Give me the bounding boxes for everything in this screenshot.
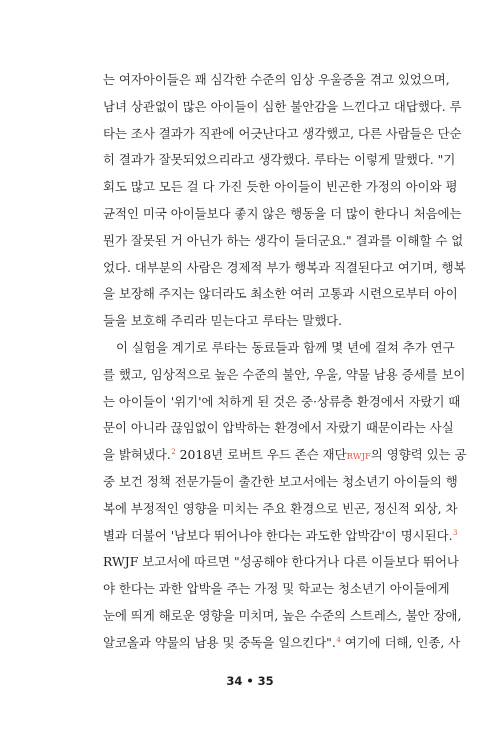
text-segment: 의 영향력 있는 공 [370,447,467,463]
body-text [103,67,467,657]
footnote-ref[interactable]: 2 [171,448,176,457]
text-line: 남녀 상관없이 많은 아이들이 심한 불안감을 느낀다고 대답했다. 루 [103,98,462,114]
text-line: 들을 보호해 주리라 믿는다고 루타는 말했다. [103,313,343,329]
text-segment: 2018년 로버트 우드 존슨 재단 [175,447,347,463]
text-line: 야 한다는 과한 압박을 주는 가정 및 학교는 청소년기 아이들에게 [103,581,450,597]
text-line: 이 실험을 계기로 루타는 동료들과 함께 몇 년에 걸쳐 추가 연구 [116,339,455,355]
text-line: RWJF 보고서에 따르면 "성공해야 한다거나 다른 이들보다 뛰어나 [103,554,459,570]
text-line: 회도 많고 모든 걸 다 가진 듯한 아이들이 빈곤한 가정의 아이와 평 [103,179,458,195]
text-line: 을 보장해 주지는 않더라도 최소한 여러 고통과 시련으로부터 아이 [103,286,458,302]
text-segment: 여기에 더해, 인종, 사 [340,634,461,650]
text-line: 는 여자아이들은 꽤 심각한 수준의 임상 우울증을 겪고 있었으며, [103,72,450,87]
text-line: 타는 조사 결과가 직관에 어긋난다고 생각했고, 다른 사람들은 단순 [103,125,462,141]
text-line [103,442,467,469]
text-segment: 알코올과 약물의 남용 및 중독을 일으킨다". [103,634,336,650]
abbreviation: RWJF [346,452,371,463]
text-line: 었다. 대부분의 사람은 경제적 부가 행복과 직결된다고 여기며, 행복 [103,259,466,275]
text-line: 균적인 미국 아이들보다 좋지 않은 행동을 더 많이 한다니 처음에는 [103,205,462,221]
footnote-ref[interactable]: 4 [336,635,341,644]
text-line: 는 아이들이 '위기'에 처하게 된 것은 중·상류층 환경에서 자랐기 때 [103,393,461,409]
text-line [103,630,461,657]
page-numbers: 34 • 35 [226,674,274,688]
text-line: 를 했고, 임상적으로 높은 수준의 불안, 우울, 약물 남용 증세를 보이 [103,366,466,382]
text-line: 문이 아니라 끊임없이 압박하는 환경에서 자랐기 때문이라는 사실 [103,420,454,436]
text-segment: 별과 더불어 '남보다 뛰어나야 한다는 과도한 압박감'이 명시된다. [103,527,453,543]
text-segment: 을 밝혀냈다. [103,447,171,463]
text-line: 히 결과가 잘못되었으리라고 생각했다. 루타는 이렇게 말했다. "기 [103,152,456,168]
footnote-ref[interactable]: 3 [453,528,458,537]
text-line: 뭔가 잘못된 거 아닌가 하는 생각이 들더군요." 결과를 이해할 수 없 [103,232,464,248]
text-line [103,523,458,550]
text-line: 눈에 띄게 해로운 영향을 미치며, 높은 수준의 스트레스, 불안 장애, [103,607,462,623]
text-line: 복에 부정적인 영향을 미치는 주요 환경으로 빈곤, 정신적 외상, 차 [103,500,458,516]
text-line: 중 보건 정책 전문가들이 출간한 보고서에는 청소년기 아이들의 행 [103,473,458,489]
